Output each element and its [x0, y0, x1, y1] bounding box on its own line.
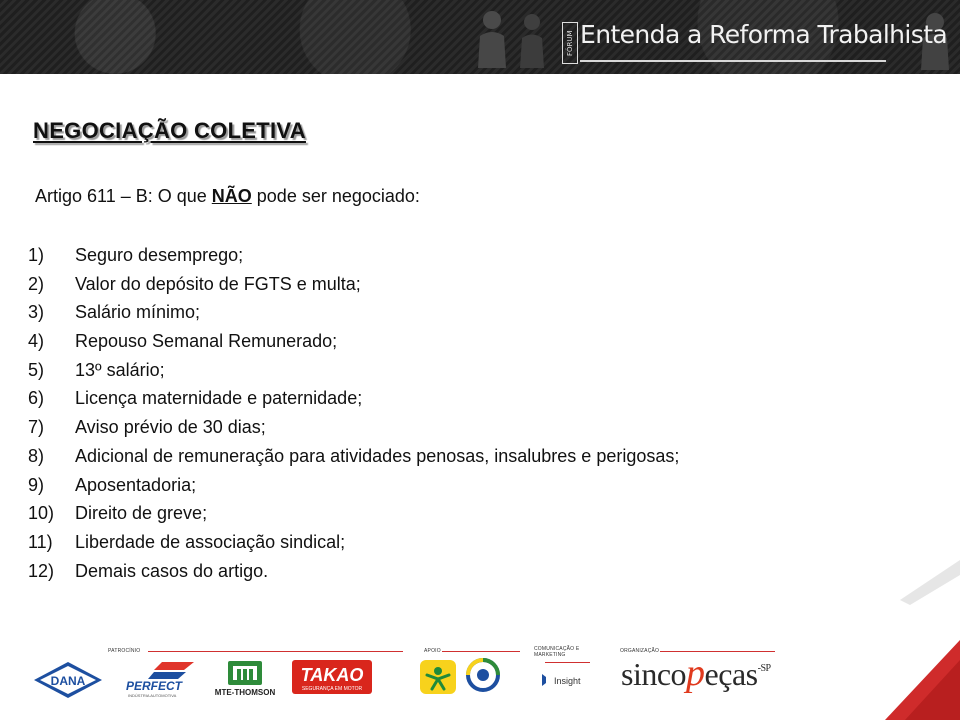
list-item — [28, 384, 679, 413]
non-negotiable-list — [28, 241, 679, 585]
sincopecas-text-sp: -SP — [757, 663, 771, 674]
list-item — [28, 471, 679, 500]
list-number: 8) — [28, 445, 45, 466]
list-item — [28, 327, 679, 356]
insight-logo-text: Insight — [554, 676, 581, 686]
list-text: Licença maternidade e paternidade; — [75, 388, 363, 409]
list-text: Adicional de remuneração para atividades penosas, insalubres e perigosas; — [75, 445, 680, 466]
list-item — [28, 528, 679, 557]
list-item — [28, 356, 679, 385]
list-text: Aposentadoria; — [75, 474, 197, 495]
sincopecas-text-b: eças — [704, 656, 758, 692]
mte-thomson-logo-text: MTE-THOMSON — [214, 688, 276, 697]
footer-caption-organizacao: ORGANIZAÇÃO — [620, 648, 660, 654]
page-title: NEGOCIAÇÃO COLETIVA — [33, 118, 306, 143]
subtitle — [35, 186, 420, 207]
perfect-logo-subtext: INDÚSTRIA AUTOMOTIVA — [128, 693, 177, 698]
footer-divider — [545, 662, 590, 663]
subtitle-text-end: pode ser negociado: — [251, 186, 420, 206]
list-text: Direito de greve; — [75, 503, 208, 524]
list-item — [28, 413, 679, 442]
list-number: 6) — [28, 388, 45, 409]
perfect-logo — [124, 662, 200, 698]
forum-tag: FÓRUM — [562, 22, 578, 64]
dana-logo-text: DANA — [50, 674, 86, 688]
footer-caption-comunicacao: COMUNICAÇÃO E MARKETING — [534, 646, 580, 658]
list-number: 10) — [28, 503, 55, 524]
list-text: Aviso prévio de 30 dias; — [75, 417, 266, 438]
footer-caption-patrocinio: PATROCÍNIO — [108, 648, 141, 654]
mte-thomson-logo — [212, 658, 278, 698]
list-number: 9) — [28, 474, 45, 495]
list-item — [28, 241, 679, 270]
takao-logo — [292, 660, 372, 694]
list-item — [28, 270, 679, 299]
insight-logo — [540, 670, 584, 690]
list-text: Liberdade de associação sindical; — [75, 531, 346, 552]
takao-logo-subtext: SEGURANÇA EM MOTOR — [301, 686, 363, 692]
list-text: Demais casos do artigo. — [75, 560, 269, 581]
sincopecas-text-a: sinco — [621, 656, 687, 692]
list-item — [28, 442, 679, 471]
list-text: 13º salário; — [75, 359, 165, 380]
list-text: Salário mínimo; — [75, 302, 201, 323]
list-item — [28, 557, 679, 586]
list-number: 1) — [28, 245, 45, 265]
list-item — [28, 298, 679, 327]
list-number: 3) — [28, 302, 45, 323]
list-number: 12) — [28, 560, 55, 581]
list-text: Valor do depósito de FGTS e multa; — [75, 273, 361, 294]
list-number: 5) — [28, 359, 45, 380]
dana-logo — [32, 660, 104, 700]
banner-title: Entenda a Reforma Trabalhista — [580, 20, 948, 49]
perfect-logo-text: PERFECT — [126, 679, 183, 693]
apoio-logo-circle — [462, 656, 504, 696]
list-number: 7) — [28, 417, 45, 438]
list-number: 2) — [28, 273, 45, 294]
sincopecas-logo — [621, 651, 771, 695]
subtitle-emphasis: NÃO — [211, 186, 252, 206]
apoio-logo-yellow — [418, 658, 458, 696]
footer-divider — [442, 651, 520, 652]
list-number: 11) — [28, 531, 53, 552]
footer-divider — [148, 651, 403, 652]
list-number: 4) — [28, 331, 45, 352]
sincopecas-text-p: p — [686, 652, 705, 694]
list-item — [28, 499, 679, 528]
list-text: Seguro desemprego; — [75, 245, 244, 265]
list-text: Repouso Semanal Remunerado; — [75, 331, 338, 352]
footer-caption-apoio: APOIO — [424, 648, 441, 654]
takao-logo-text: TAKAO — [300, 665, 364, 685]
subtitle-text: Artigo 611 – B: O que — [35, 186, 212, 206]
